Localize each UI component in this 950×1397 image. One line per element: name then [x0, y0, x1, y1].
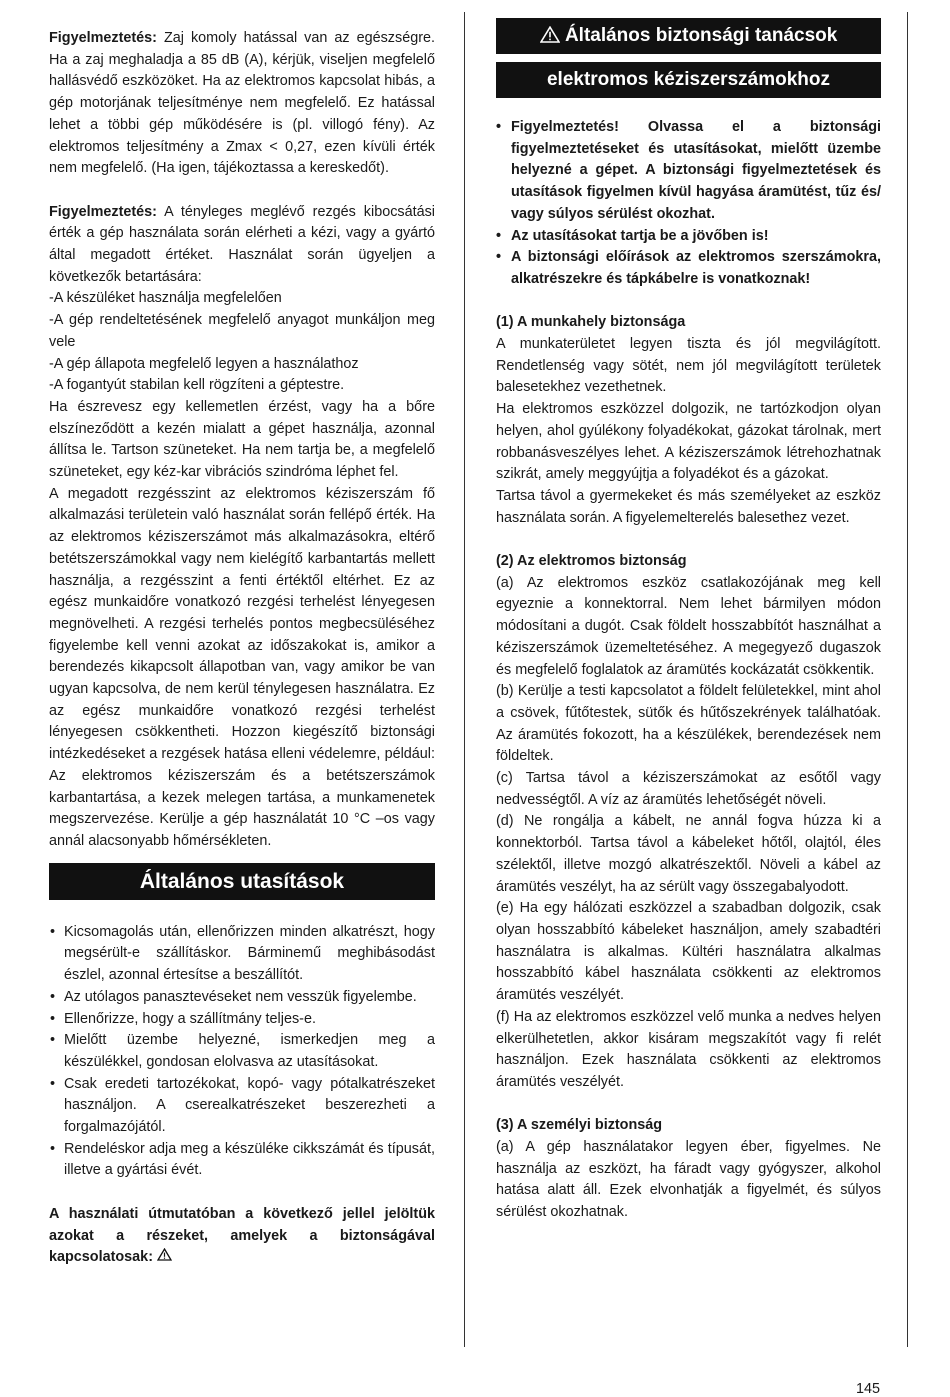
warning-triangle-icon	[157, 1247, 172, 1269]
column-divider	[464, 12, 465, 1347]
electrical-item: (e) Ha egy hálózati eszközzel a szabadban dolgozik, csak olyan hosszabbító kábeleket használjon, amely szabadtéri használatra is alkalmas. Kültéri használatra alkalmas hosszabbító kábel használata csökkenti az elektromos áramütés veszélyét.	[496, 900, 881, 1004]
noise-warning-text: Zaj komoly hatással van az egészségre. Ha a zaj meghaladja a 85 dB (A), kérjük, viseljen megfelelő hallásvédő eszközöket. Ha az elektromos kapcsolat hibás, a gép motorjának teljesítménye nem megfelelő. Ez hatással lehet a többi gép működésére is (pl. villogó fény). Az elektromos teljesítmény a Zmax < 0,27, ezen kívüli érték nem megfelelő. (Ha igen, tájékoztassa a kereskedőt).	[49, 30, 435, 177]
list-item: • Rendeléskor adja meg a készüléke cikkszámát és típusát, illetve a gyártási évét.	[49, 1139, 435, 1182]
workplace-paragraph: A munkaterületet legyen tiszta és jól megvilágított. Rendetlenség vagy sötét, nem jól megvilágított területek balesetekhez vezethetnek.	[496, 336, 881, 396]
list-item: • Ellenőrizze, hogy a szállítmány teljes-e.	[49, 1009, 435, 1031]
electrical-item: (f) Ha az elektromos eszközzel velő munka a nedves helyen elkerülhetetlen, akkor kisáram megszakítót vagy fi relét használjon. Ezek használata csökkenti az elektromos áramütés veszélyét.	[496, 1008, 881, 1090]
safety-tips-title: Általános biztonsági tanácsok	[564, 25, 838, 46]
list-item: • Az utólagos panasztevéseket nem vesszük figyelembe.	[49, 987, 435, 1009]
electrical-item: (d) Ne rongálja a kábelt, ne annál fogva húzza ki a konnektorból. Tartsa távol a kábeleket hőtől, olajtól, éles szélektől, illetve mozgó alkatrészektől. Növeli a kábel az áramütés veszélyt, ha az sérült vagy összegabalyodott.	[496, 813, 881, 895]
dash-item: -A készüléket használja megfelelően	[49, 290, 282, 307]
noise-warning-paragraph	[49, 28, 435, 180]
list-item: • Az utasításokat tartja be a jövőben is!	[496, 226, 881, 248]
right-column	[496, 25, 881, 1224]
workplace-safety-heading: (1) A munkahely biztonsága	[496, 314, 686, 331]
power-tools-banner: elektromos kéziszerszámokhoz	[496, 62, 881, 98]
vibration-warning-paragraph	[49, 202, 435, 289]
personal-safety-paragraph: (a) A gép használatakor legyen éber, figyelmes. Ne használja az eszközt, ha fáradt vagy gyógyszer, alkohol hatása alatt áll. Ezek elvonhatják a figyelmét, és súlyos sérülést okozhatnak.	[496, 1139, 881, 1221]
safety-symbol-note	[49, 1204, 435, 1269]
workplace-paragraph: Tartsa távol a gyermekeket és más személyeket az eszköz használata során. A figyelemelterelés balesethez vezet.	[496, 487, 881, 526]
dash-item: -A fogantyút stabilan kell rögzíteni a géptestre.	[49, 377, 345, 394]
warning-label: Figyelmeztetés:	[49, 203, 157, 220]
list-item: • Kicsomagolás után, ellenőrizzen minden alkatrészt, hogy megsérült-e szállításkor. Bárminemű meghibásodást észlel, azonnal értesítse a beszállítót.	[49, 922, 435, 987]
electrical-item: (a) Az elektromos eszköz csatlakozójának meg kell egyeznie a konnektorral. Nem lehet bármilyen módon módosítani a dugót. Csak földelt hosszabbítót használhat a kéziszerszámok üzemeltetéséhez. A megegyező dugaszok és megfelelő foglalatok az áramütés kockázatát csökkentik.	[496, 574, 881, 678]
list-item: • Figyelmeztetés! Olvassa el a biztonsági figyelmeztetéseket és utasításokat, mielőtt üzembe helyezné a gépet. A biztonsági figyelmeztetések és utasítások figyelmen kívül hagyása áramütést, tűz és/ vagy súlyos sérülést okozhat.	[496, 117, 881, 226]
right-margin-rule	[907, 12, 908, 1347]
electrical-safety-heading: (2) Az elektromos biztonság	[496, 553, 687, 570]
safety-symbol-note-text: A használati útmutatóban a következő jellel jelöltük azokat a részeket, amelyek a biztonságával kapcsolatosak:	[49, 1205, 435, 1266]
electrical-item: (c) Tartsa távol a kéziszerszámokat az esőtől vagy nedvességtől. A víz az áramütés lehetőségét növeli.	[496, 770, 881, 808]
vibration-level-paragraph: A megadott rezgésszint az elektromos kéziszerszám fő alkalmazási területein való használat során fellépő érték. Ha az elektromos kéziszerszámot más alkalmazásokra, eltérő betétszerszámokkal vagy nem kielégítő karbantartás mellett használja, a rezgésszint a fenti értéktől eltérhet. Ez az egész munkaidőre vonatkozó rezgési terhelést lényegesen megnövelheti. A rezgési terhelés pontos megbecsüléséhez figyelembe kell venni azokat az időszakokat is, amikor a berendezés kikapcsolt állapotban van, vagy amikor be van ugyan kapcsolva, de nem kerül ténylegesen használatra. Ez az egész munkaidőre vonatkozó rezgési terhelést lényegesen csökkentheti. Hozzon kiegészítő biztonsági intézkedéseket a rezgések hatása elleni védelemre, például: Az elektromos kéziszerszám és a betétszerszámok karbantartása, a kezek melegen tartása, a munkamenetek megszervezése. Kerülje a gép használatát 10 °C –os vagy annál alacsonyabb hőmérsékleten.	[49, 485, 435, 849]
list-item: • Mielőtt üzembe helyezné, ismerkedjen meg a készülékkel, gondosan elolvasva az utasításokat.	[49, 1030, 435, 1073]
dash-item: -A gép állapota megfelelő legyen a használathoz	[49, 355, 359, 372]
electrical-item: (b) Kerülje a testi kapcsolatot a földelt felületekkel, mint ahol a csövek, fűtőtestek, sütők és hűtőszekrények találhatóak. Az áramütés fokozott, ha a készülékek, berendezések nem földeltek.	[496, 683, 881, 765]
key-warnings-list	[496, 117, 881, 291]
discomfort-paragraph: Ha észrevesz egy kellemetlen érzést, vagy ha a bőre elszíneződött a kezén mialatt a gépet használja, azonnal állítsa le. Tartson szüneteket. Ha nem tartja be, a megfelelő szüneteket, egy kéz-kar vibrációs szindróma léphet fel.	[49, 398, 435, 481]
vibration-warning-text: A tényleges meglévő rezgés kibocsátási érték a gép használata során elérheti a kézi, vagy a gyártó által megadott értéket. Használat során ügyeljen a következők betartására:	[49, 203, 435, 285]
list-item: • Csak eredeti tartozékokat, kopó- vagy pótalkatrészeket használjon. A cserealkatrészeket beszerezheti a forgalmazójától.	[49, 1074, 435, 1139]
list-item: • A biztonsági előírások az elektromos szerszámokra, alkatrészekre és tápkábelre is vonatkoznak!	[496, 247, 881, 290]
general-instructions-list	[49, 922, 435, 1182]
left-column	[49, 28, 435, 1269]
warning-triangle-icon	[540, 18, 560, 54]
personal-safety-heading: (3) A személyi biztonság	[496, 1117, 663, 1134]
page-number: 145	[856, 1381, 881, 1397]
safety-tips-banner	[496, 18, 881, 54]
workplace-paragraph: Ha elektromos eszközzel dolgozik, ne tartózkodjon olyan helyen, ahol gyúlékony folyadékokat, gázokat tárolnak, mert robbanásveszélyes lehet. A kéziszerszámok létrehozhatnak szikrát, amely meggyújtja a folyadékot és a gázokat.	[496, 401, 881, 483]
general-instructions-banner: Általános utasítások	[49, 863, 435, 900]
dash-item: -A gép rendeltetésének megfelelő anyagot munkáljon meg vele	[49, 312, 435, 350]
warning-label: Figyelmeztetés:	[49, 30, 157, 46]
